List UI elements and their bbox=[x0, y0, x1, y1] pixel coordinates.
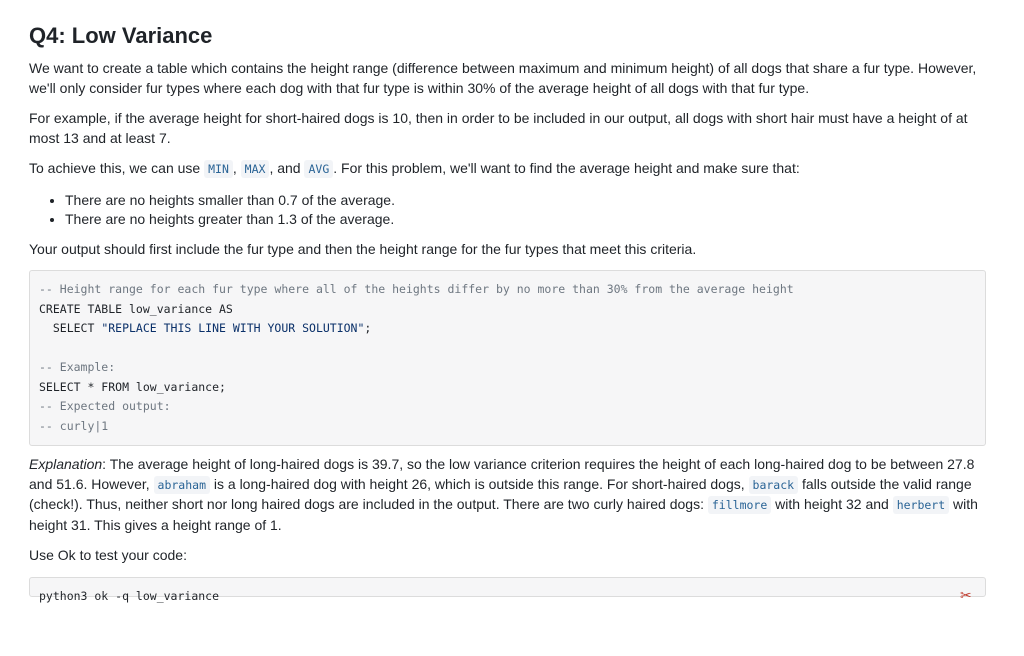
code-string: "REPLACE THIS LINE WITH YOUR SOLUTION" bbox=[101, 321, 365, 335]
code-punct: ; bbox=[364, 321, 372, 335]
inline-code-avg: AVG bbox=[304, 160, 333, 178]
code-line: SELECT * FROM low_variance; bbox=[39, 379, 226, 394]
explanation-label: Explanation bbox=[29, 456, 103, 472]
code-comment: -- Height range for each fur type where all of the heights differ by no more than 30% from the average height bbox=[39, 282, 794, 296]
intro-paragraph-1: We want to create a table which contains the height range (difference between maximum and minimum height) of all dogs that share a fur type. However, we'll only consider fur types where each dog with that fur type is within 30% of the average height of all dogs with that fur type. bbox=[29, 60, 977, 96]
sql-code-block[interactable] bbox=[29, 270, 986, 446]
text: , and bbox=[269, 160, 305, 176]
inline-code-fillmore: fillmore bbox=[708, 496, 771, 514]
command-code-block[interactable] bbox=[29, 577, 986, 604]
code-comment: -- curly|1 bbox=[39, 418, 109, 433]
list-item: • There are no heights smaller than 0.7 of the average. bbox=[65, 191, 984, 211]
page-title: Q4: Low Variance bbox=[29, 23, 213, 48]
list-item: • There are no heights greater than 1.3 of the average. bbox=[65, 210, 984, 230]
code-keyword: SELECT bbox=[39, 321, 102, 335]
code-comment: -- Example: bbox=[39, 360, 116, 374]
command-text: python3 ok -q low_variance bbox=[39, 588, 220, 603]
ok-note: Use Ok to test your code: bbox=[29, 547, 187, 563]
inline-code-abraham: abraham bbox=[154, 476, 210, 494]
intro-paragraph-2: For example, if the average height for short-haired dogs is 10, then in order to be included in our output, all dogs with short hair must have a height of at most 13 and at least 7. bbox=[29, 110, 968, 146]
criteria-list bbox=[29, 191, 984, 230]
text: , bbox=[232, 160, 241, 176]
text: To achieve this, we can use bbox=[29, 160, 205, 176]
inline-code-barack: barack bbox=[749, 476, 799, 494]
text: : The average height of long-haired dogs is 39.7, so the low variance criterion requires the height of each long-haired dog to be between 27.8 and 51.6. However, bbox=[29, 456, 975, 492]
inline-code-max: MAX bbox=[241, 160, 270, 178]
code-comment: -- Expected output: bbox=[39, 399, 171, 413]
inline-code-herbert: herbert bbox=[893, 496, 949, 514]
intro-paragraph-3 bbox=[29, 159, 984, 180]
code-line: CREATE TABLE low_variance AS bbox=[39, 301, 233, 316]
output-note: Your output should first include the fur type and then the height range for the fur types that meet this criteria. bbox=[29, 240, 697, 257]
explanation-paragraph bbox=[29, 455, 984, 535]
text: is a long-haired dog with height 26, which is outside this range. For short-haired dogs, bbox=[210, 475, 749, 492]
text: falls outside the valid range (check!). Thus, neither short nor long haired dogs are included in the output. There are two curly haired dogs: bbox=[29, 475, 972, 512]
scissors-icon[interactable]: ✂ bbox=[960, 587, 972, 604]
text: with height 32 and bbox=[771, 496, 893, 512]
inline-code-min: MIN bbox=[204, 160, 233, 178]
text: . For this problem, we'll want to find the average height and make sure that: bbox=[333, 160, 800, 176]
text: with height 31. This gives a height range of 1. bbox=[29, 496, 978, 533]
